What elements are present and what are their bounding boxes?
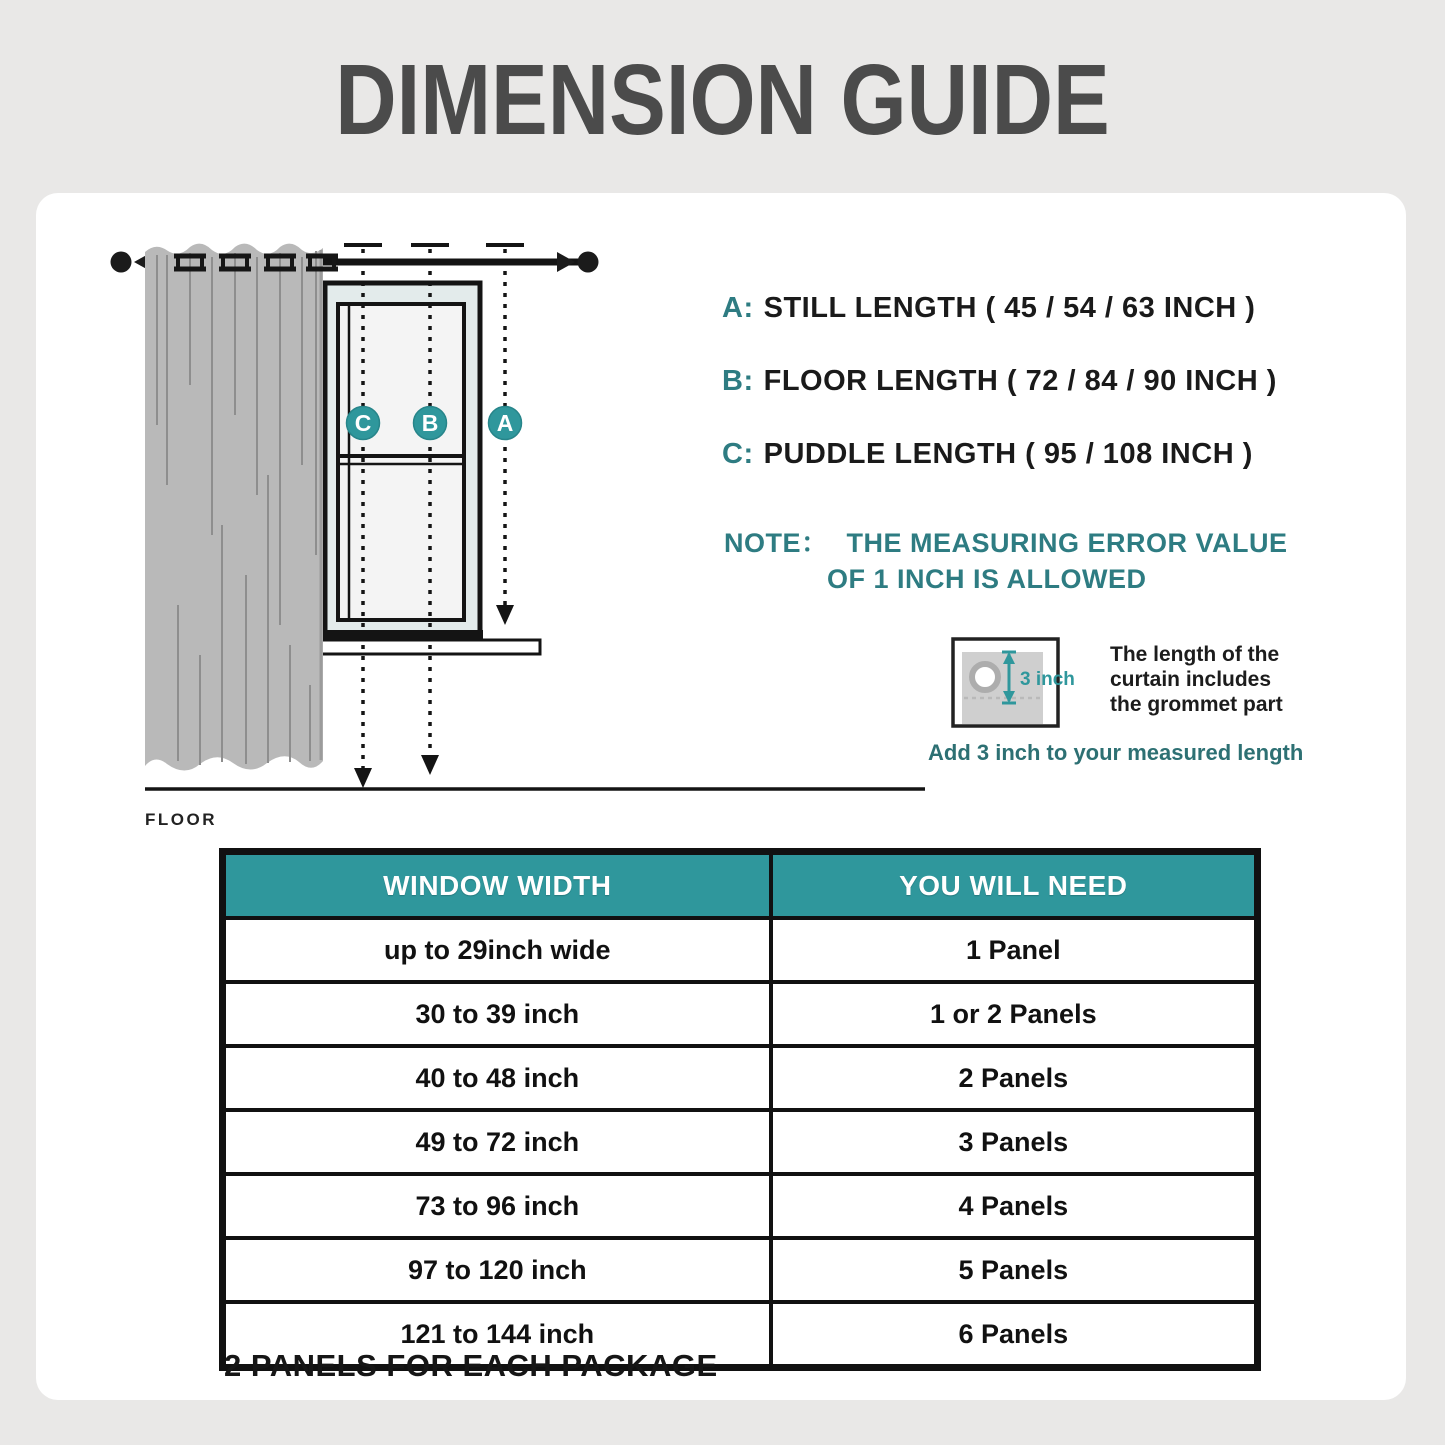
- table-row: [223, 918, 1258, 982]
- spec-text-c: PUDDLE LENGTH ( 95 / 108 INCH ): [763, 438, 1253, 470]
- spec-line-b: [722, 365, 1277, 398]
- grommet-desc-line-1: The length of the: [1110, 643, 1280, 666]
- note-text-1: THE MEASURING ERROR VALUE: [846, 528, 1288, 558]
- table-row: [223, 982, 1258, 1046]
- cell-panels: 4 Panels: [771, 1174, 1258, 1238]
- table-row: [223, 1046, 1258, 1110]
- header-you-will-need: YOU WILL NEED: [771, 852, 1258, 919]
- cell-panels: 1 or 2 Panels: [771, 982, 1258, 1046]
- page-title: DIMENSION GUIDE: [335, 44, 1110, 156]
- arrow-down-icon: [354, 768, 372, 788]
- cell-panels: 2 Panels: [771, 1046, 1258, 1110]
- svg-text:C: C: [354, 410, 372, 436]
- cell-panels: 3 Panels: [771, 1110, 1258, 1174]
- spec-text-a: STILL LENGTH ( 45 / 54 / 63 INCH ): [763, 292, 1256, 324]
- add-inch-note: Add 3 inch to your measured length: [928, 740, 1304, 765]
- floor-label: FLOOR: [145, 810, 217, 829]
- note-line-2: OF 1 INCH IS ALLOWED: [827, 564, 1147, 594]
- svg-text:A: A: [496, 410, 514, 436]
- cell-panels: 6 Panels: [771, 1302, 1258, 1368]
- grommet-inset-diagram: [950, 636, 1100, 731]
- cell-width: 30 to 39 inch: [223, 982, 771, 1046]
- cell-width: up to 29inch wide: [223, 918, 771, 982]
- grommet-desc-line-2: curtain includes: [1110, 668, 1272, 691]
- arrow-down-icon: [421, 755, 439, 775]
- rod-finial-right: [578, 252, 599, 273]
- grommet-desc-line-3: the grommet part: [1110, 693, 1283, 716]
- spec-prefix-b: B:: [722, 365, 754, 397]
- table-row: [223, 1110, 1258, 1174]
- three-inch-label: 3 inch: [1020, 669, 1075, 690]
- spec-line-c: [722, 438, 1253, 471]
- floor-line: [145, 789, 925, 829]
- cell-width: 49 to 72 inch: [223, 1110, 771, 1174]
- cell-width: 40 to 48 inch: [223, 1046, 771, 1110]
- spec-text-b: FLOOR LENGTH ( 72 / 84 / 90 INCH ): [763, 365, 1277, 397]
- arrow-down-icon: [496, 605, 514, 625]
- cell-panels: 1 Panel: [771, 918, 1258, 982]
- marker-badge-c: [347, 407, 380, 440]
- rod-finial-left: [111, 252, 132, 273]
- table-header-row: [223, 852, 1258, 919]
- note-prefix: NOTE：: [724, 528, 829, 558]
- spec-prefix-a: A:: [722, 292, 754, 324]
- package-note: 2 PANELS FOR EACH PACKAGE: [224, 1348, 718, 1383]
- marker-badge-a: [489, 407, 522, 440]
- table-row: [223, 1238, 1258, 1302]
- marker-badge-b: [414, 407, 447, 440]
- grommet-description: [1110, 642, 1283, 717]
- panel-size-table: [219, 848, 1261, 1371]
- table-row: [223, 1174, 1258, 1238]
- cell-width: 73 to 96 inch: [223, 1174, 771, 1238]
- spec-prefix-c: C:: [722, 438, 754, 470]
- grommet-hole-icon: [972, 664, 998, 690]
- note-line-1: [724, 521, 1288, 560]
- spec-line-a: [722, 292, 1255, 325]
- header-window-width: WINDOW WIDTH: [223, 852, 771, 919]
- cell-panels: 5 Panels: [771, 1238, 1258, 1302]
- cell-width: 97 to 120 inch: [223, 1238, 771, 1302]
- svg-text:B: B: [421, 410, 439, 436]
- curtain-panel: [145, 244, 323, 771]
- cell-width: 121 to 144 inch: [223, 1302, 771, 1368]
